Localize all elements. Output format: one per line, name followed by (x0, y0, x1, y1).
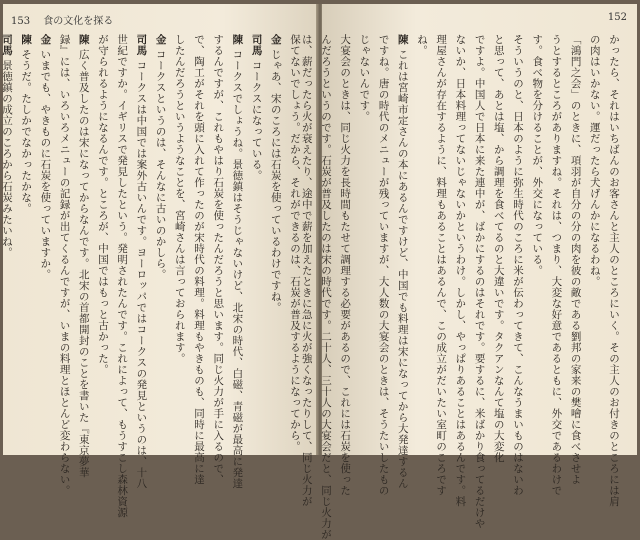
text-line (112, 34, 131, 518)
left-page-body (0, 34, 304, 518)
line-text: 広く普及したのは宋になってからなんです。北宋の首都開封のことを書いた『東京夢華 (77, 49, 90, 478)
line-text: 世紀ですか。イギリスで発見したという。発明されたんです。これによって、もうすこし森林資源 (116, 34, 129, 518)
text-line (208, 34, 227, 485)
text-line (227, 34, 246, 489)
line-text: 大宴会のときは、同じ火力を長時間もたせて調理する必要があるので、これには石炭を使った (339, 34, 352, 496)
line-text: じゃあ、宋のころには石炭を使っているわけですね。 (269, 49, 282, 313)
text-line (170, 34, 189, 444)
text-line (604, 34, 623, 507)
text-line (0, 34, 16, 444)
line-text: いまでも、やきものに石炭を使っていますか。 (39, 49, 52, 280)
line-text: す。食べ物を分けることが、外交になっている。 (531, 34, 544, 276)
text-line (297, 34, 316, 507)
line-text: そういうのと、日本のように弥生時代のころに米が伝わってきて、こんなうまいものはないわ (511, 34, 524, 496)
text-line (431, 34, 450, 496)
right-page (300, 4, 637, 540)
line-text: じゃないんです。 (358, 34, 371, 122)
line-text: うとするところがありますね。それは、つまり、大変な好意であるともに、外交であるわけで (550, 34, 563, 496)
speaker-name: 金 (269, 34, 282, 45)
text-line (246, 34, 265, 444)
line-text: は、薪だったら火が衰えたり、途中で薪を加えたときに急に火が強くなったりして、同じ火力が (300, 34, 313, 507)
text-line (546, 34, 565, 496)
text-line (54, 34, 73, 496)
speaker-name: 司馬 (250, 34, 263, 56)
text-line (373, 34, 392, 496)
line-text: コークスは中国では案外古いんです。ヨーロッパではコークスの発見というのは、十八 (135, 60, 148, 489)
line-text: 「鴻門之会」のときに、項羽が自分の分の肉を彼の敵である劉邦の家来の樊噲に食べさせよ (569, 34, 582, 485)
left-page-number: 153 (11, 16, 31, 27)
line-text: ですよ。中国人で日本に来た連中が、ばかにするのはそれです。要するに、米ばかり食ってるだけや (473, 34, 486, 529)
line-text: 録』には、いろいろメニューの記録が出てくるんですが、いまの料理とほとんど変わらない。 (58, 34, 71, 496)
line-text: 景徳鎮の成立のころから石炭みたいね。 (0, 60, 13, 258)
line-text: したんだろうというようなことを、宮崎さんは言っておられます。 (173, 34, 186, 364)
speaker-name: 陳 (77, 34, 90, 45)
text-line (335, 34, 354, 496)
text-line (266, 34, 285, 444)
line-text: んだろうというのです。石炭が普及したのは宋の時代です。二十人、三十人の大宴会だと、同じ火力が (319, 34, 332, 540)
text-line (585, 34, 604, 444)
text-line (508, 34, 527, 496)
text-line (131, 34, 150, 489)
text-line (150, 34, 169, 444)
line-text: ね。 (415, 34, 428, 56)
text-line (16, 34, 35, 444)
text-line (527, 34, 546, 444)
line-text: コークスになっている。 (250, 60, 263, 181)
speaker-name: 司馬 (135, 34, 148, 56)
line-text: が守られるようになるんです。ところが、中国ではもっと古かった。 (96, 34, 109, 375)
right-page-body (300, 34, 623, 540)
text-line (412, 34, 431, 444)
text-line (189, 34, 208, 485)
text-line (489, 34, 508, 463)
right-page-header (608, 12, 627, 23)
speaker-name: 陳 (396, 34, 409, 45)
right-page-number: 152 (607, 12, 627, 23)
speaker-name: 陳 (20, 34, 33, 45)
line-text: コークスでしょうね。景徳鎮はそうじゃないけど、北宋の時代、白磁、青磁が最高に発達 (231, 49, 244, 489)
running-head: 食の文化を探る (43, 16, 114, 27)
line-text: ないか、日本料理ってないじゃないかというわけ。しかし、やっぱりあることはあるんです。料 (454, 34, 467, 507)
text-line (93, 34, 112, 444)
line-text: と思って、あとは塩、から調理を食べてるのと大違いです。タクアンなんて塩の大変化 (492, 34, 505, 463)
line-text: コークスというのは、そんなに古いのかしら。 (154, 49, 167, 280)
line-text: かったら、それはいちばんのお客さんと主人のところにいく。その主人のお付きのところには肩 (608, 34, 620, 507)
left-page (0, 4, 318, 518)
line-text: これは宮崎市定さんの本にあるんですけど、中国でも料理は宋になってから大発達するん (396, 49, 409, 489)
line-text: の肉はいかない。運だったら犬げんかになるわね。 (588, 34, 601, 287)
speaker-name: 司馬 (0, 34, 13, 56)
line-text: で、陶工がそれを頭に入れて作ったのが宋時代の料理。料理もやきものも、同時に最高に達 (192, 34, 205, 485)
text-line (450, 34, 469, 507)
line-text: するんですが、これもやはり石炭を使ったんだろうと思います。同じ火力が手に入るので、 (212, 34, 225, 485)
text-line (74, 34, 93, 478)
left-page-header (11, 12, 113, 27)
speaker-name: 金 (154, 34, 167, 45)
line-text: そうだ。たしかでなかったかな。 (20, 49, 33, 214)
text-line (35, 34, 54, 444)
text-line (469, 34, 488, 529)
line-text: 保てないでしょう。だから、それができるのは、石炭が普及するようになってから。 (289, 34, 301, 452)
speaker-name: 陳 (231, 34, 244, 45)
text-line (565, 34, 584, 485)
line-text: 理屋さんが存在するように、料理もあることはあるんで、この成立がだいたい室町のころです (435, 34, 448, 496)
speaker-name: 金 (39, 34, 52, 45)
text-line (316, 34, 335, 540)
text-line (393, 34, 412, 489)
line-text: ですね。唐の時代のメニューが残っていますが、大人数の大宴会のときは、そうたいしたもの (377, 34, 390, 496)
text-line (354, 34, 373, 444)
